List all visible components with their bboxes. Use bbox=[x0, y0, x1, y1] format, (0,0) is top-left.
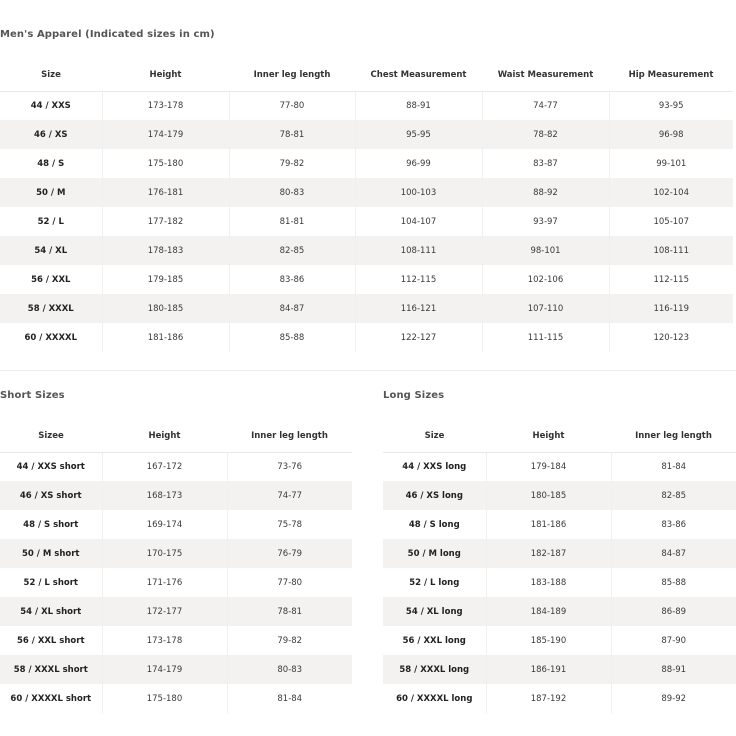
measurement-cell: 73-76 bbox=[277, 461, 303, 472]
size-label-cell: 52 / L long bbox=[383, 568, 486, 597]
table-row bbox=[0, 120, 733, 149]
measurement-cell: 81-84 bbox=[661, 461, 687, 472]
measurement-cell: 98-101 bbox=[482, 236, 609, 265]
measurement-cell: 89-92 bbox=[661, 693, 687, 704]
column-header: Height bbox=[486, 421, 611, 452]
measurement-cell: 107-110 bbox=[482, 294, 609, 323]
measurement-cell: 85-88 bbox=[661, 577, 687, 588]
measurement-cell: 176-181 bbox=[102, 178, 229, 207]
section-divider bbox=[0, 370, 736, 371]
measurement-cell: 175-180 bbox=[102, 149, 229, 178]
table-row bbox=[0, 539, 352, 568]
column-header: Chest Measurement bbox=[355, 60, 482, 91]
size-label-cell: 46 / XS long bbox=[383, 481, 486, 510]
measurement-cell: 108-111 bbox=[609, 236, 733, 265]
measurement-cell: 77-80 bbox=[277, 577, 303, 588]
size-label-cell: 60 / XXXXL short bbox=[0, 684, 102, 713]
column-header: Size bbox=[383, 421, 486, 452]
table-row bbox=[383, 452, 736, 481]
table-row bbox=[383, 684, 736, 713]
measurement-cell: 82-85 bbox=[229, 236, 355, 265]
size-label-cell: 58 / XXXL long bbox=[383, 655, 486, 684]
measurement-cell: 108-111 bbox=[355, 236, 482, 265]
measurement-cell: 173-178 bbox=[102, 91, 229, 120]
table-row bbox=[0, 323, 733, 352]
table-row bbox=[0, 236, 733, 265]
measurement-cell: 78-81 bbox=[229, 120, 355, 149]
column-header: Inner leg length bbox=[227, 421, 352, 452]
measurement-cell: 80-83 bbox=[227, 655, 352, 684]
table-row bbox=[0, 568, 352, 597]
table-row bbox=[383, 655, 736, 684]
size-label-cell: 60 / XXXXL long bbox=[383, 684, 486, 713]
size-label-cell: 46 / XS short bbox=[0, 481, 102, 510]
table-row bbox=[0, 626, 352, 655]
table-header-row bbox=[0, 60, 733, 91]
size-label-cell: 60 / XXXXL bbox=[0, 323, 102, 352]
measurement-cell: 186-191 bbox=[486, 655, 611, 684]
table-row bbox=[383, 481, 736, 510]
column-header: Waist Measurement bbox=[482, 60, 609, 91]
measurement-cell: 78-81 bbox=[227, 597, 352, 626]
measurement-cell: 85-88 bbox=[229, 323, 355, 352]
measurement-cell: 184-189 bbox=[486, 597, 611, 626]
measurement-cell: 178-183 bbox=[102, 236, 229, 265]
size-label-cell: 48 / S long bbox=[383, 510, 486, 539]
size-label-cell: 54 / XL bbox=[0, 236, 102, 265]
table-row bbox=[0, 149, 733, 178]
measurement-cell: 96-99 bbox=[355, 149, 482, 178]
mens-apparel-title: Men's Apparel (Indicated sizes in cm) bbox=[0, 29, 215, 40]
measurement-cell: 95-95 bbox=[355, 120, 482, 149]
size-label-cell: 44 / XXS long bbox=[383, 452, 486, 481]
measurement-cell: 181-186 bbox=[486, 510, 611, 539]
measurement-cell: 81-84 bbox=[277, 693, 303, 704]
measurement-cell: 168-173 bbox=[102, 481, 227, 510]
size-label-cell: 56 / XXL short bbox=[0, 626, 102, 655]
table-row bbox=[383, 568, 736, 597]
measurement-cell: 174-179 bbox=[102, 120, 229, 149]
measurement-cell: 93-97 bbox=[482, 207, 609, 236]
measurement-cell: 187-192 bbox=[486, 684, 611, 713]
measurement-cell: 81-81 bbox=[229, 207, 355, 236]
measurement-cell: 93-95 bbox=[658, 100, 684, 111]
mens-apparel-size-table bbox=[0, 60, 733, 352]
measurement-cell: 105-107 bbox=[653, 216, 689, 227]
measurement-cell: 75-78 bbox=[277, 519, 303, 530]
measurement-cell: 79-82 bbox=[229, 149, 355, 178]
table-row bbox=[0, 452, 352, 481]
size-label-cell: 52 / L bbox=[0, 207, 102, 236]
size-label-cell: 44 / XXS bbox=[0, 91, 102, 120]
measurement-cell: 172-177 bbox=[102, 597, 227, 626]
size-label-cell: 52 / L short bbox=[0, 568, 102, 597]
measurement-cell: 181-186 bbox=[102, 323, 229, 352]
measurement-cell: 112-115 bbox=[653, 274, 689, 285]
measurement-cell: 82-85 bbox=[611, 481, 736, 510]
measurement-cell: 80-83 bbox=[229, 178, 355, 207]
measurement-cell: 74-77 bbox=[227, 481, 352, 510]
measurement-cell: 179-184 bbox=[486, 452, 611, 481]
size-label-cell: 54 / XL short bbox=[0, 597, 102, 626]
size-label-cell: 48 / S bbox=[0, 149, 102, 178]
measurement-cell: 185-190 bbox=[486, 626, 611, 655]
measurement-cell: 102-104 bbox=[609, 178, 733, 207]
measurement-cell: 111-115 bbox=[482, 323, 609, 352]
measurement-cell: 171-176 bbox=[102, 568, 227, 597]
measurement-cell: 180-185 bbox=[102, 294, 229, 323]
size-label-cell: 46 / XS bbox=[0, 120, 102, 149]
measurement-cell: 96-98 bbox=[609, 120, 733, 149]
measurement-cell: 84-87 bbox=[611, 539, 736, 568]
measurement-cell: 84-87 bbox=[229, 294, 355, 323]
table-row bbox=[0, 655, 352, 684]
measurement-cell: 112-115 bbox=[355, 265, 482, 294]
table-row bbox=[0, 178, 733, 207]
measurement-cell: 182-187 bbox=[486, 539, 611, 568]
measurement-cell: 77-80 bbox=[229, 91, 355, 120]
size-label-cell: 50 / M long bbox=[383, 539, 486, 568]
measurement-cell: 116-119 bbox=[609, 294, 733, 323]
measurement-cell: 76-79 bbox=[227, 539, 352, 568]
table-row bbox=[383, 539, 736, 568]
table-row bbox=[0, 597, 352, 626]
measurement-cell: 88-91 bbox=[355, 91, 482, 120]
measurement-cell: 104-107 bbox=[355, 207, 482, 236]
long-sizes-title: Long Sizes bbox=[383, 390, 445, 401]
measurement-cell: 169-174 bbox=[102, 510, 227, 539]
measurement-cell: 116-121 bbox=[355, 294, 482, 323]
measurement-cell: 78-82 bbox=[482, 120, 609, 149]
column-header: Hip Measurement bbox=[609, 60, 733, 91]
table-row bbox=[383, 626, 736, 655]
size-label-cell: 58 / XXXL short bbox=[0, 655, 102, 684]
table-row bbox=[0, 91, 733, 120]
table-row bbox=[0, 265, 733, 294]
measurement-cell: 86-89 bbox=[611, 597, 736, 626]
long-sizes-table bbox=[383, 421, 736, 713]
measurement-cell: 122-127 bbox=[355, 323, 482, 352]
size-label-cell: 44 / XXS short bbox=[0, 452, 102, 481]
table-row bbox=[383, 597, 736, 626]
table-header-row bbox=[0, 421, 352, 452]
size-label-cell: 58 / XXXL bbox=[0, 294, 102, 323]
measurement-cell: 120-123 bbox=[653, 332, 689, 343]
size-label-cell: 54 / XL long bbox=[383, 597, 486, 626]
table-header-row bbox=[383, 421, 736, 452]
measurement-cell: 87-90 bbox=[661, 635, 687, 646]
size-label-cell: 56 / XXL long bbox=[383, 626, 486, 655]
measurement-cell: 174-179 bbox=[102, 655, 227, 684]
column-header: Height bbox=[102, 421, 227, 452]
measurement-cell: 88-92 bbox=[482, 178, 609, 207]
measurement-cell: 102-106 bbox=[482, 265, 609, 294]
table-row bbox=[383, 510, 736, 539]
column-header: Inner leg length bbox=[611, 421, 736, 452]
measurement-cell: 175-180 bbox=[102, 684, 227, 713]
measurement-cell: 99-101 bbox=[656, 158, 687, 169]
measurement-cell: 79-82 bbox=[277, 635, 303, 646]
measurement-cell: 100-103 bbox=[355, 178, 482, 207]
measurement-cell: 183-188 bbox=[486, 568, 611, 597]
size-label-cell: 50 / M bbox=[0, 178, 102, 207]
short-sizes-title: Short Sizes bbox=[0, 390, 65, 401]
measurement-cell: 83-87 bbox=[482, 149, 609, 178]
measurement-cell: 83-86 bbox=[661, 519, 687, 530]
size-label-cell: 56 / XXL bbox=[0, 265, 102, 294]
measurement-cell: 74-77 bbox=[482, 91, 609, 120]
size-label-cell: 50 / M short bbox=[0, 539, 102, 568]
table-row bbox=[0, 684, 352, 713]
measurement-cell: 88-91 bbox=[611, 655, 736, 684]
table-row bbox=[0, 207, 733, 236]
measurement-cell: 179-185 bbox=[102, 265, 229, 294]
table-row bbox=[0, 510, 352, 539]
table-row bbox=[0, 294, 733, 323]
measurement-cell: 167-172 bbox=[102, 452, 227, 481]
column-header: Inner leg length bbox=[229, 60, 355, 91]
column-header: Height bbox=[102, 60, 229, 91]
measurement-cell: 173-178 bbox=[102, 626, 227, 655]
column-header: Sizee bbox=[0, 421, 102, 452]
column-header: Size bbox=[0, 60, 102, 91]
table-row bbox=[0, 481, 352, 510]
measurement-cell: 170-175 bbox=[102, 539, 227, 568]
measurement-cell: 180-185 bbox=[486, 481, 611, 510]
size-label-cell: 48 / S short bbox=[0, 510, 102, 539]
short-sizes-table bbox=[0, 421, 352, 713]
measurement-cell: 83-86 bbox=[229, 265, 355, 294]
measurement-cell: 177-182 bbox=[102, 207, 229, 236]
